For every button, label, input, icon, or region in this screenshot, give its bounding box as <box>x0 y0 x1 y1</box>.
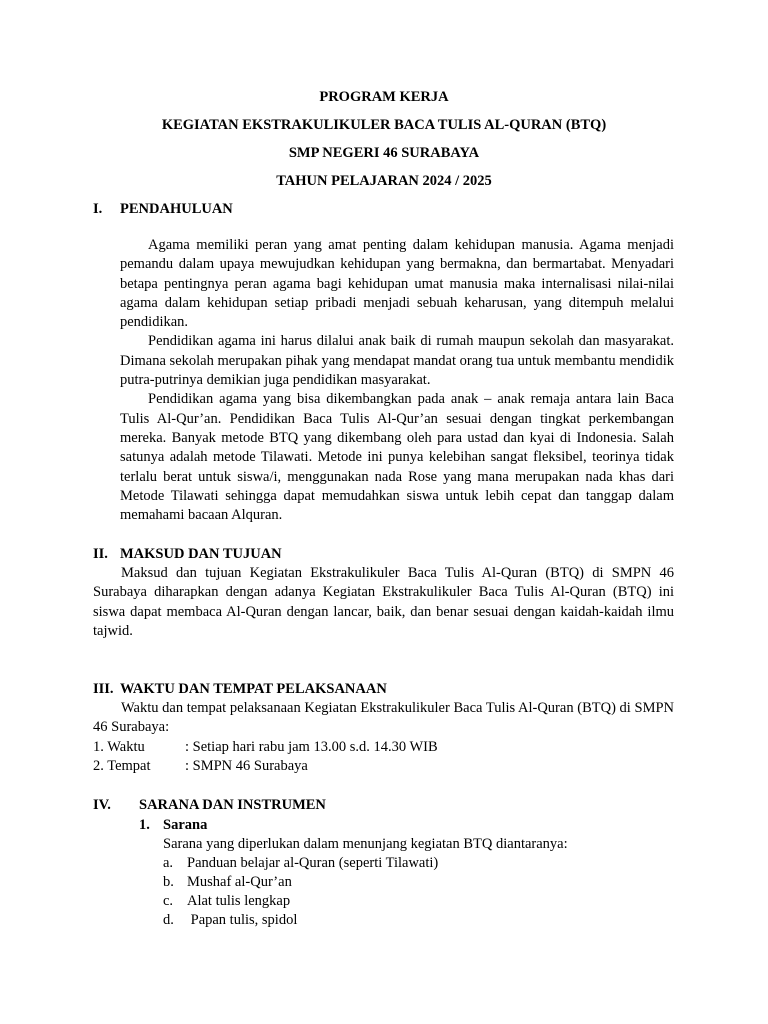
paragraph: Pendidikan agama ini harus dilalui anak baik di rumah maupun sekolah dan masyarakat. Dimana sekolah merupakan pihak yang mendapat mandat orang tua untuk membantu mendidik putra-putrinya demikian juga pendidikan masyarakat. <box>120 333 674 389</box>
list-text: Alat tulis lengkap <box>187 893 291 909</box>
section-title: PENDAHULUAN <box>120 201 233 217</box>
section-3-body <box>93 699 674 738</box>
doc-subtitle-year: TAHUN PELAJARAN 2024 / 2025 <box>276 173 492 189</box>
list-marker: a. <box>163 855 174 871</box>
intro-text: Sarana yang diperlukan dalam menunjang kegiatan BTQ diantaranya: <box>163 836 568 852</box>
section-2-body <box>93 564 674 641</box>
list-text: Mushaf al-Qur’an <box>187 874 292 890</box>
section-title: WAKTU DAN TEMPAT PELAKSANAAN <box>120 681 387 697</box>
doc-subtitle-school: SMP NEGERI 46 SURABAYA <box>288 145 480 161</box>
detail-value: : SMPN 46 Surabaya <box>185 758 308 774</box>
section-number: I. <box>93 201 103 217</box>
detail-label: 1. Waktu <box>93 739 145 755</box>
subsection-number: 1. <box>139 817 150 833</box>
doc-title: PROGRAM KERJA <box>319 89 449 105</box>
paragraph: Pendidikan agama yang bisa dikembangkan pada anak – anak remaja antara lain Baca Tulis Al-Qur’an. Pendidikan Baca Tulis Al-Qur’an sesuai dengan tingkat perkembangan mereka. Banyak metode BTQ yang dikembang oleh para ustad dan kyai di Indonesia. Salah satunya adalah metode Tilawati. Metode ini punya kelebihan sangat fleksibel, teorinya tidak terlalu berat untuk siswa/i, menggunakan nada Rose yang mana merupakan nada khas dari Metode Tilawati sehingga dapat memudahkan siswa untuk lebih cepat dan tanggap dalam memahami bacaan Alquran. <box>120 391 674 524</box>
paragraph: Waktu dan tempat pelaksanaan Kegiatan Ekstrakulikuler Baca Tulis Al-Quran (BTQ) di SMPN 46 Surabaya: <box>93 700 674 736</box>
list-text: Papan tulis, spidol <box>187 912 298 928</box>
detail-value: : Setiap hari rabu jam 13.00 s.d. 14.30 WIB <box>185 739 438 755</box>
section-title: MAKSUD DAN TUJUAN <box>120 546 282 562</box>
paragraph: Agama memiliki peran yang amat penting dalam kehidupan manusia. Agama menjadi pemandu dalam upaya mewujudkan kehidupan yang bermakna, dan bermartabat. Menyadari betapa pentingnya peran agama bagi kehidupan umat manusia maka internalisasi nilai-nilai agama dalam kehidupan setiap pribadi menjadi sebuah keharusan, yang ditempuh melalui pendidikan. <box>120 237 674 331</box>
list-marker: b. <box>163 874 174 890</box>
section-number: II. <box>93 546 108 562</box>
doc-subtitle-program: KEGIATAN EKSTRAKULIKULER BACA TULIS AL-QURAN (BTQ) <box>161 117 607 133</box>
section-title: SARANA DAN INSTRUMEN <box>139 797 326 813</box>
list-text: Panduan belajar al-Quran (seperti Tilawati) <box>187 855 439 871</box>
subsection-title: Sarana <box>163 817 208 833</box>
section-number: III. <box>93 681 114 697</box>
section-1-body <box>120 236 674 525</box>
list-marker: d. <box>163 912 174 928</box>
paragraph: Maksud dan tujuan Kegiatan Ekstrakulikuler Baca Tulis Al-Quran (BTQ) di SMPN 46 Surabaya diharapkan dengan adanya Kegiatan Ekstrakulikuler Baca Tulis Al-Quran (BTQ) ini siswa dapat membaca Al-Quran dengan lancar, baik, dan benar sesuai dengan kaidah-kaidah ilmu tajwid. <box>93 565 674 639</box>
list-marker: c. <box>163 893 174 909</box>
detail-label: 2. Tempat <box>93 758 151 774</box>
section-number: IV. <box>93 797 111 813</box>
